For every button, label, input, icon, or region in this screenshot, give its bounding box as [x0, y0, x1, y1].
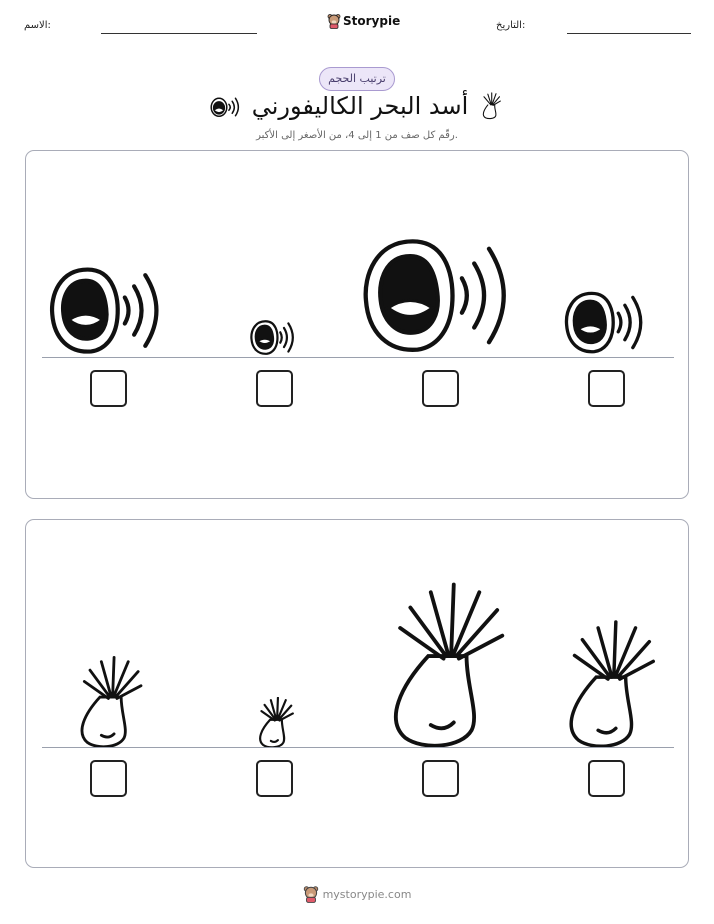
- brand-logo: [327, 13, 400, 29]
- answer-box[interactable]: [588, 370, 625, 407]
- brand-name: Storypie: [343, 14, 401, 28]
- answer-box[interactable]: [256, 760, 293, 797]
- answer-box[interactable]: [422, 760, 459, 797]
- shouting-mouth-icon: [210, 96, 240, 118]
- nose-item-1: [71, 656, 143, 748]
- worksheet-header: [0, 0, 714, 50]
- page-title: أسد البحر الكاليفورني: [251, 92, 469, 120]
- mouth-item-1: [48, 264, 170, 357]
- nose-item-4: [556, 620, 656, 748]
- sound-row: [25, 150, 689, 499]
- bear-mascot-icon: [327, 13, 341, 29]
- answer-box[interactable]: [588, 760, 625, 797]
- mouth-item-2: [250, 319, 298, 356]
- answer-box[interactable]: [422, 370, 459, 407]
- date-label: التاريخ:: [496, 20, 526, 31]
- answer-box[interactable]: [90, 760, 127, 797]
- nose-row: [25, 519, 689, 868]
- nose-with-whiskers-icon: [479, 92, 501, 120]
- answer-box[interactable]: [256, 370, 293, 407]
- mouth-item-3: [361, 234, 521, 357]
- category-tag: ترتيب الحجم: [319, 67, 395, 91]
- name-label: الاسم:: [24, 20, 51, 31]
- mouth-item-4: [564, 289, 650, 356]
- nose-item-2: [254, 697, 294, 748]
- date-field[interactable]: [567, 33, 691, 34]
- name-field[interactable]: [101, 33, 257, 34]
- nose-item-3: [376, 582, 506, 748]
- footer: [0, 885, 714, 903]
- website-link[interactable]: mystorypie.com: [322, 887, 412, 901]
- instructions: رقّم كل صف من 1 إلى 4، من الأصغر إلى الأكبر.: [256, 130, 458, 141]
- answer-box[interactable]: [90, 370, 127, 407]
- baseline: [42, 747, 674, 748]
- baseline: [42, 357, 674, 358]
- bear-mascot-icon: [303, 885, 319, 903]
